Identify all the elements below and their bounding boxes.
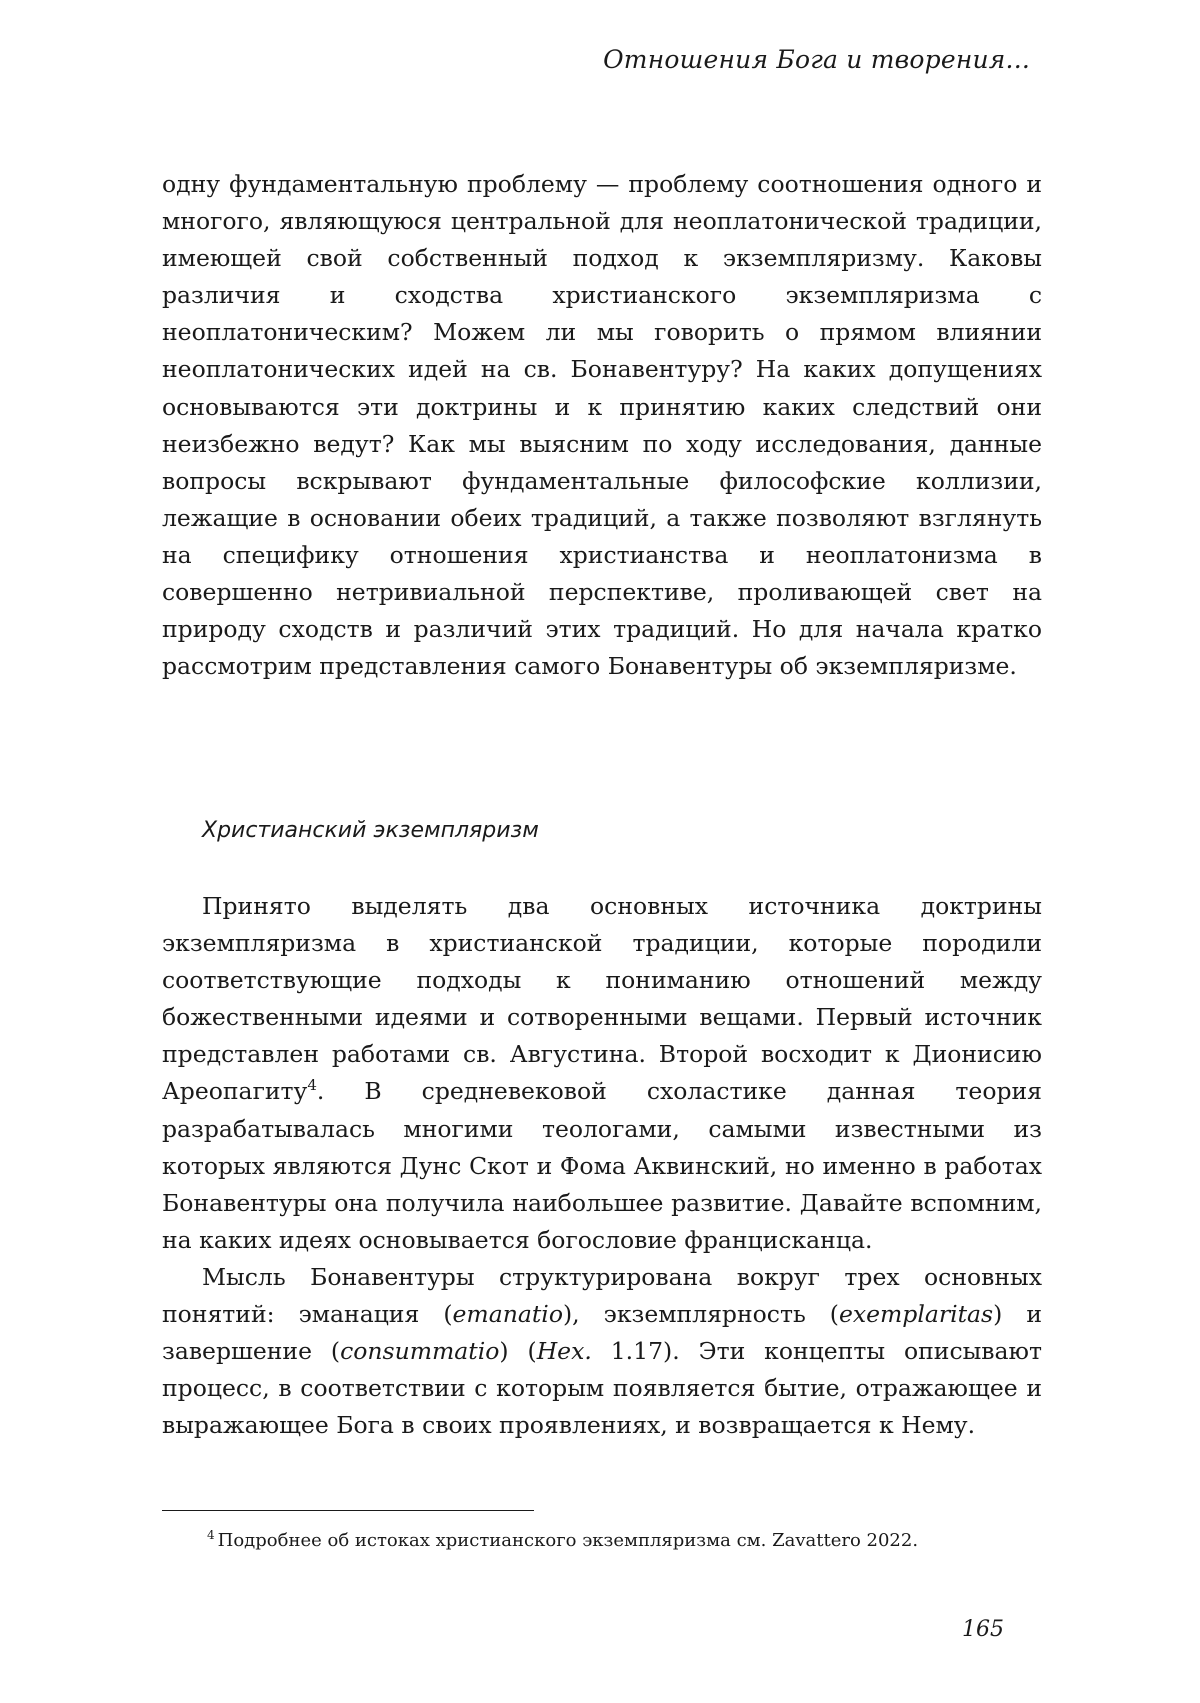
footnote-number: 4: [207, 1528, 215, 1542]
concepts-text-1: Мысль Бонавентуры структурирована вокруг трех основных понятий: эманация (: [162, 1262, 1042, 1329]
running-header: Отношения Бога и творения...: [603, 45, 1030, 74]
section-heading: Христианский экземпляризм: [202, 818, 539, 843]
footnote-divider: [162, 1510, 534, 1511]
paragraph-sources-part1: Принято выделять два основных источника доктрины экземпляризма в христианской традиции, которые породили соответствующие подходы к пониманию отношений между божественными идеями и сотворенными вещами. Первый источник представлен работами св. Августина. Второй восходит к Дионисию Ареопагиту: [162, 892, 1042, 1106]
paragraph-sources: [162, 888, 1042, 1259]
term-exemplaritas: exemplaritas: [838, 1300, 994, 1329]
term-emanatio: emanatio: [452, 1300, 563, 1329]
concepts-text-3: ) и завершение (: [162, 1300, 1042, 1366]
body-text: [162, 888, 1042, 1444]
concepts-text-4: ) (: [499, 1337, 537, 1366]
intro-paragraph-text: одну фундаментальную проблему — проблему соотношения одного и многого, являющуюся центральной для неоплатонической традиции, имеющей свой собственный подход к экземпляризму. Каковы различия и сходства христианского экземпляризма с неоплатоническим? Можем ли мы говорить о прямом влиянии неоплатонических идей на св. Бонавентуру? На каких допущениях основываются эти доктрины и к принятию каких следствий они неизбежно ведут? Как мы выясним по ходу исследования, данные вопросы вскрывают фундаментальные философские коллизии, лежащие в основании обеих традиций, а также позволяют взглянуть на специфику отношения христианства и неоплатонизма в совершенно нетривиальной перспективе, проливающей свет на природу сходств и различий этих традиций. Но для начала кратко рассмотрим представления самого Бонавентуры об экземпляризме.: [162, 170, 1042, 681]
paragraph-sources-part2: . В средневековой схоластике данная теория разрабатывалась многими теологами, самыми известными из которых являются Дунс Скот и Фома Аквинский, но именно в работах Бонавентуры она получила наибольшее развитие. Давайте вспомним, на каких идеях основывается богословие францисканца.: [162, 1077, 1042, 1254]
concepts-text-2: ), экземплярность (: [562, 1300, 839, 1329]
footnote: [207, 1530, 918, 1551]
footnote-reference[interactable]: 4: [307, 1076, 317, 1095]
term-consummatio: consummatio: [340, 1337, 500, 1366]
intro-paragraph: [162, 166, 1042, 685]
paragraph-concepts: [162, 1259, 1042, 1444]
page-number: 165: [962, 1617, 1004, 1642]
reference-abbreviation: Hex.: [536, 1337, 592, 1366]
footnote-text: Подробнее об истоках христианского экземпляризма см. Zavattero 2022.: [217, 1530, 919, 1551]
concepts-text-5: 1.17). Эти концепты описывают процесс, в соответствии с которым появляется бытие, отражающее и выражающее Бога в своих проявлениях, и возвращается к Нему.: [162, 1337, 1043, 1440]
